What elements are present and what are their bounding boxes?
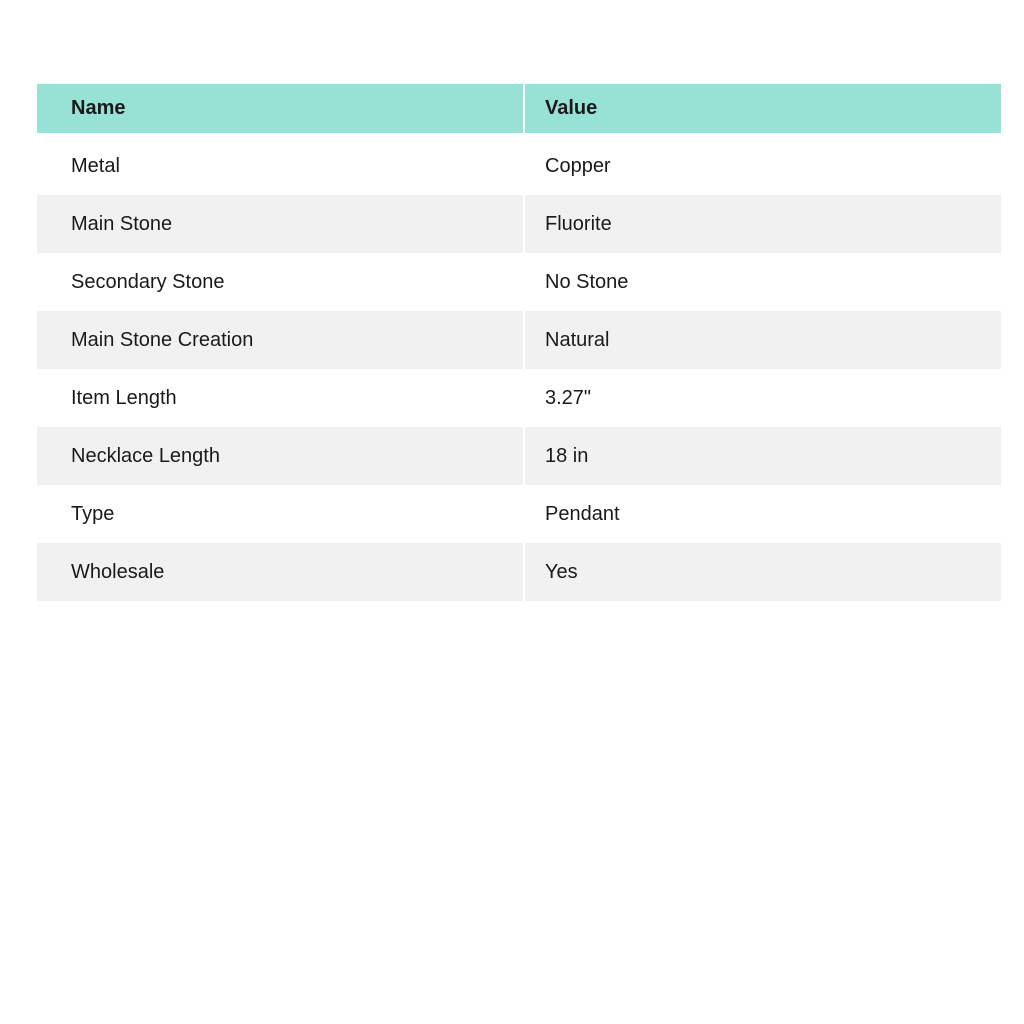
row-name-cell: Type: [71, 502, 115, 525]
row-value-cell: Natural: [523, 311, 1001, 369]
table-body: [37, 137, 1001, 601]
table-row: [37, 427, 1001, 485]
row-name-cell: Necklace Length: [71, 444, 220, 467]
row-value-cell: Pendant: [523, 485, 1001, 543]
row-value-cell: No Stone: [523, 253, 1001, 311]
table-row: [37, 369, 1001, 427]
table-row: [37, 485, 1001, 543]
table-row: [37, 137, 1001, 195]
table-row: [37, 311, 1001, 369]
row-value-cell: Yes: [523, 543, 1001, 601]
row-name-cell: Metal: [71, 154, 120, 177]
table-row: [37, 195, 1001, 253]
column-header-name: Name: [71, 97, 126, 119]
table-header-row: [37, 84, 1001, 133]
row-name-cell: Item Length: [71, 386, 177, 409]
spec-table: [37, 84, 1001, 601]
row-name-cell: Wholesale: [71, 560, 165, 583]
row-value-cell: Copper: [523, 137, 1001, 195]
row-value-cell: 18 in: [523, 427, 1001, 485]
row-value-cell: 3.27": [523, 369, 1001, 427]
row-name-cell: Secondary Stone: [71, 270, 225, 293]
column-header-value: Value: [523, 84, 1001, 133]
row-name-cell: Main Stone: [71, 212, 173, 235]
table-row: [37, 253, 1001, 311]
table-row: [37, 543, 1001, 601]
row-value-cell: Fluorite: [523, 195, 1001, 253]
row-name-cell: Main Stone Creation: [71, 328, 254, 351]
